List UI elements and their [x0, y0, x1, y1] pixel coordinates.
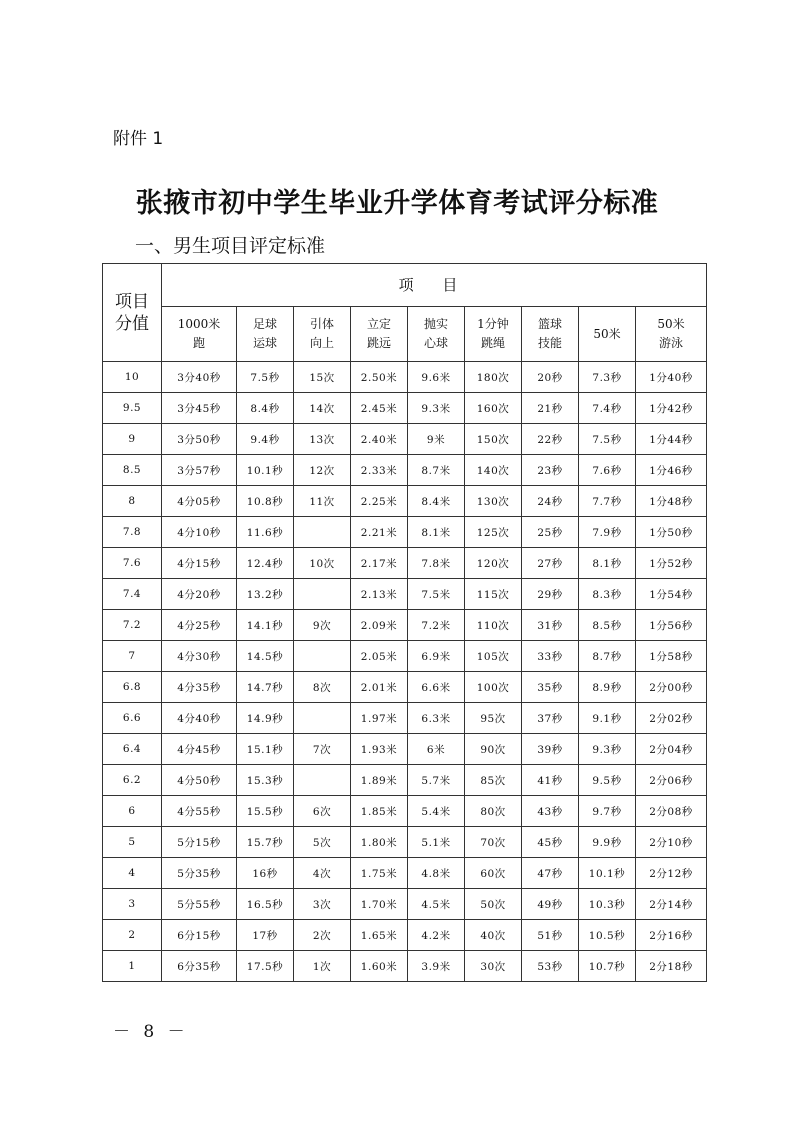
table-cell: 14.9秒: [237, 703, 294, 734]
table-cell: 5.1米: [408, 827, 465, 858]
table-row: [103, 517, 707, 548]
table-cell: 39秒: [522, 734, 579, 765]
section-heading: 一、男生项目评定标准: [135, 235, 326, 257]
table-cell: 1分50秒: [636, 517, 707, 548]
group-header: 项 目: [162, 264, 707, 307]
table-cell: 110次: [465, 610, 522, 641]
score-cell: 6: [103, 796, 162, 827]
table-row: [103, 610, 707, 641]
score-cell: 7.4: [103, 579, 162, 610]
table-cell: 27秒: [522, 548, 579, 579]
table-cell: 1分58秒: [636, 641, 707, 672]
table-cell: 2分14秒: [636, 889, 707, 920]
table-cell: 7.2米: [408, 610, 465, 641]
table-cell: 14次: [294, 393, 351, 424]
table-cell: 85次: [465, 765, 522, 796]
table-cell: 2.33米: [351, 455, 408, 486]
score-cell: 7.8: [103, 517, 162, 548]
score-cell: 4: [103, 858, 162, 889]
table-cell: 8.1秒: [579, 548, 636, 579]
column-header: 50米游泳: [636, 307, 707, 362]
table-cell: 14.7秒: [237, 672, 294, 703]
table-cell: 3分45秒: [162, 393, 237, 424]
column-header: 篮球技能: [522, 307, 579, 362]
table-cell: 5分55秒: [162, 889, 237, 920]
table-cell: 10.5秒: [579, 920, 636, 951]
column-header: 1分钟跳绳: [465, 307, 522, 362]
table-cell: 2分00秒: [636, 672, 707, 703]
table-row: [103, 920, 707, 951]
table-cell: 15.3秒: [237, 765, 294, 796]
table-cell: 2.09米: [351, 610, 408, 641]
table-cell: 180次: [465, 362, 522, 393]
table-cell: 10.1秒: [579, 858, 636, 889]
score-cell: 9.5: [103, 393, 162, 424]
table-cell: 2分02秒: [636, 703, 707, 734]
table-cell: 10次: [294, 548, 351, 579]
table-cell: 8.4秒: [237, 393, 294, 424]
table-cell: 1分42秒: [636, 393, 707, 424]
column-header: 引体向上: [294, 307, 351, 362]
table-cell: 9.3米: [408, 393, 465, 424]
table-cell: 25秒: [522, 517, 579, 548]
table-cell: 9.7秒: [579, 796, 636, 827]
column-header: 抛实心球: [408, 307, 465, 362]
attachment-label: 附件 1: [113, 129, 164, 149]
table-cell: 23秒: [522, 455, 579, 486]
table-row: [103, 424, 707, 455]
table-cell: 5.4米: [408, 796, 465, 827]
table-cell: 40次: [465, 920, 522, 951]
table-cell: 4分40秒: [162, 703, 237, 734]
table-cell: 95次: [465, 703, 522, 734]
table-cell: 12次: [294, 455, 351, 486]
score-cell: 7: [103, 641, 162, 672]
table-cell: 1分48秒: [636, 486, 707, 517]
table-cell: 4分20秒: [162, 579, 237, 610]
document-title: 张掖市初中学生毕业升学体育考试评分标准: [135, 188, 659, 219]
table-cell: 31秒: [522, 610, 579, 641]
table-cell: 2分04秒: [636, 734, 707, 765]
table-cell: 7.6秒: [579, 455, 636, 486]
score-cell: 3: [103, 889, 162, 920]
table-cell: 8.7米: [408, 455, 465, 486]
score-cell: 8: [103, 486, 162, 517]
table-row: [103, 703, 707, 734]
table-cell: 2.21米: [351, 517, 408, 548]
table-cell: 4分50秒: [162, 765, 237, 796]
column-header: 1000米跑: [162, 307, 237, 362]
table-cell: 43秒: [522, 796, 579, 827]
table-cell: 2.40米: [351, 424, 408, 455]
table-cell: 13.2秒: [237, 579, 294, 610]
table-cell: 2分10秒: [636, 827, 707, 858]
table-cell: 29秒: [522, 579, 579, 610]
table-cell: 70次: [465, 827, 522, 858]
table-body: [103, 362, 707, 982]
table-cell: 7次: [294, 734, 351, 765]
table-cell: 49秒: [522, 889, 579, 920]
table-row: [103, 672, 707, 703]
table-cell: 10.3秒: [579, 889, 636, 920]
table-cell: 1.75米: [351, 858, 408, 889]
table-cell: [294, 579, 351, 610]
table-cell: 2.05米: [351, 641, 408, 672]
table-cell: 2分16秒: [636, 920, 707, 951]
table-cell: 1.60米: [351, 951, 408, 982]
column-header: 50米: [579, 307, 636, 362]
table-cell: 2.45米: [351, 393, 408, 424]
column-header: 足球运球: [237, 307, 294, 362]
table-cell: 50次: [465, 889, 522, 920]
table-cell: 51秒: [522, 920, 579, 951]
table-cell: 6.9米: [408, 641, 465, 672]
table-cell: 7.9秒: [579, 517, 636, 548]
table-cell: 105次: [465, 641, 522, 672]
table-row: [103, 393, 707, 424]
table-cell: 5分15秒: [162, 827, 237, 858]
table-cell: 130次: [465, 486, 522, 517]
table-cell: 2次: [294, 920, 351, 951]
table-cell: 45秒: [522, 827, 579, 858]
table-cell: 1.89米: [351, 765, 408, 796]
table-row: [103, 858, 707, 889]
table-cell: 4分25秒: [162, 610, 237, 641]
table-cell: 7.3秒: [579, 362, 636, 393]
table-cell: 9.6米: [408, 362, 465, 393]
table-row: [103, 796, 707, 827]
table-cell: 17.5秒: [237, 951, 294, 982]
table-cell: 14.1秒: [237, 610, 294, 641]
score-cell: 7.2: [103, 610, 162, 641]
table-cell: 160次: [465, 393, 522, 424]
table-cell: 4分45秒: [162, 734, 237, 765]
table-cell: 17秒: [237, 920, 294, 951]
table-row: [103, 579, 707, 610]
table-cell: 2分08秒: [636, 796, 707, 827]
table-cell: 1分54秒: [636, 579, 707, 610]
table-row: [103, 765, 707, 796]
table-cell: 7.5秒: [237, 362, 294, 393]
table-cell: 3分40秒: [162, 362, 237, 393]
table-cell: 4分10秒: [162, 517, 237, 548]
table-row: [103, 889, 707, 920]
table-cell: 10.8秒: [237, 486, 294, 517]
table-cell: 9米: [408, 424, 465, 455]
table-cell: 1分44秒: [636, 424, 707, 455]
table-cell: [294, 765, 351, 796]
table-cell: 33秒: [522, 641, 579, 672]
score-cell: 6.2: [103, 765, 162, 796]
score-cell: 6.4: [103, 734, 162, 765]
table-cell: 4分05秒: [162, 486, 237, 517]
table-cell: 11.6秒: [237, 517, 294, 548]
column-header: 立定跳远: [351, 307, 408, 362]
table-cell: 9.1秒: [579, 703, 636, 734]
table-cell: 3分50秒: [162, 424, 237, 455]
table-cell: 2分06秒: [636, 765, 707, 796]
score-cell: 8.5: [103, 455, 162, 486]
table-cell: 1分52秒: [636, 548, 707, 579]
table-cell: 5.7米: [408, 765, 465, 796]
table-cell: 24秒: [522, 486, 579, 517]
table-cell: 5次: [294, 827, 351, 858]
table-cell: 9次: [294, 610, 351, 641]
table-cell: 7.5米: [408, 579, 465, 610]
score-cell: 6.6: [103, 703, 162, 734]
table-cell: 150次: [465, 424, 522, 455]
table-cell: 8.9秒: [579, 672, 636, 703]
table-cell: 15次: [294, 362, 351, 393]
table-row: [103, 486, 707, 517]
table-cell: 4.8米: [408, 858, 465, 889]
table-cell: 6.3米: [408, 703, 465, 734]
table-cell: 7.4秒: [579, 393, 636, 424]
table-cell: 7.8米: [408, 548, 465, 579]
table-cell: 125次: [465, 517, 522, 548]
table-cell: 6.6米: [408, 672, 465, 703]
table-cell: 6次: [294, 796, 351, 827]
score-cell: 7.6: [103, 548, 162, 579]
table-cell: 9.4秒: [237, 424, 294, 455]
table-cell: 2.01米: [351, 672, 408, 703]
table-cell: 1.97米: [351, 703, 408, 734]
table-cell: 41秒: [522, 765, 579, 796]
table-cell: 47秒: [522, 858, 579, 889]
table-cell: 1.85米: [351, 796, 408, 827]
table-cell: 120次: [465, 548, 522, 579]
table-cell: 8.4米: [408, 486, 465, 517]
table-cell: 2.25米: [351, 486, 408, 517]
table-cell: 6分15秒: [162, 920, 237, 951]
score-cell: 1: [103, 951, 162, 982]
table-cell: 8.1米: [408, 517, 465, 548]
table-cell: 5分35秒: [162, 858, 237, 889]
table-cell: 8.5秒: [579, 610, 636, 641]
table-cell: 2.13米: [351, 579, 408, 610]
table-cell: 1.70米: [351, 889, 408, 920]
table-cell: 4分15秒: [162, 548, 237, 579]
table-cell: 3.9米: [408, 951, 465, 982]
table-cell: 20秒: [522, 362, 579, 393]
table-cell: 21秒: [522, 393, 579, 424]
table-cell: 4分35秒: [162, 672, 237, 703]
table-cell: 53秒: [522, 951, 579, 982]
table-cell: 9.3秒: [579, 734, 636, 765]
table-cell: 16秒: [237, 858, 294, 889]
table-cell: 1次: [294, 951, 351, 982]
table-cell: 9.5秒: [579, 765, 636, 796]
corner-header: 项目分值: [103, 264, 162, 362]
page-number: － 8 －: [113, 1022, 189, 1042]
table-cell: 2.50米: [351, 362, 408, 393]
table-cell: 1分40秒: [636, 362, 707, 393]
table-cell: [294, 641, 351, 672]
table-cell: 15.1秒: [237, 734, 294, 765]
table-cell: 1.65米: [351, 920, 408, 951]
table-cell: 16.5秒: [237, 889, 294, 920]
table-cell: 13次: [294, 424, 351, 455]
table-cell: 1.93米: [351, 734, 408, 765]
table-row: [103, 548, 707, 579]
table-cell: 30次: [465, 951, 522, 982]
table-cell: 3分57秒: [162, 455, 237, 486]
table-cell: 14.5秒: [237, 641, 294, 672]
table-cell: 4分30秒: [162, 641, 237, 672]
table-cell: 8次: [294, 672, 351, 703]
table-cell: 140次: [465, 455, 522, 486]
table-cell: 100次: [465, 672, 522, 703]
table-cell: 80次: [465, 796, 522, 827]
score-cell: 5: [103, 827, 162, 858]
table-cell: 10.1秒: [237, 455, 294, 486]
table-cell: 6分35秒: [162, 951, 237, 982]
score-cell: 9: [103, 424, 162, 455]
table-cell: 15.7秒: [237, 827, 294, 858]
table-cell: [294, 703, 351, 734]
table-cell: 35秒: [522, 672, 579, 703]
score-cell: 2: [103, 920, 162, 951]
table-cell: 4.2米: [408, 920, 465, 951]
table-cell: 4分55秒: [162, 796, 237, 827]
score-cell: 10: [103, 362, 162, 393]
table-cell: 1.80米: [351, 827, 408, 858]
table-cell: 4.5米: [408, 889, 465, 920]
table-cell: 8.3秒: [579, 579, 636, 610]
table-cell: 1分56秒: [636, 610, 707, 641]
table-cell: 7.5秒: [579, 424, 636, 455]
table-cell: 11次: [294, 486, 351, 517]
table-cell: 7.7秒: [579, 486, 636, 517]
scoring-table: [102, 263, 707, 982]
table-cell: 8.7秒: [579, 641, 636, 672]
table-cell: [294, 517, 351, 548]
table-cell: 22秒: [522, 424, 579, 455]
table-cell: 9.9秒: [579, 827, 636, 858]
table-cell: 3次: [294, 889, 351, 920]
table-row: [103, 827, 707, 858]
table-cell: 12.4秒: [237, 548, 294, 579]
table-cell: 2.17米: [351, 548, 408, 579]
table-row: [103, 362, 707, 393]
score-cell: 6.8: [103, 672, 162, 703]
table-row: [103, 455, 707, 486]
table-cell: 60次: [465, 858, 522, 889]
table-cell: 1分46秒: [636, 455, 707, 486]
table-cell: 37秒: [522, 703, 579, 734]
table-cell: 90次: [465, 734, 522, 765]
table-row: [103, 641, 707, 672]
table-row: [103, 951, 707, 982]
table-cell: 15.5秒: [237, 796, 294, 827]
table-cell: 10.7秒: [579, 951, 636, 982]
table-cell: 4次: [294, 858, 351, 889]
table-cell: 2分12秒: [636, 858, 707, 889]
table-cell: 6米: [408, 734, 465, 765]
table-cell: 2分18秒: [636, 951, 707, 982]
table-row: [103, 734, 707, 765]
table-cell: 115次: [465, 579, 522, 610]
